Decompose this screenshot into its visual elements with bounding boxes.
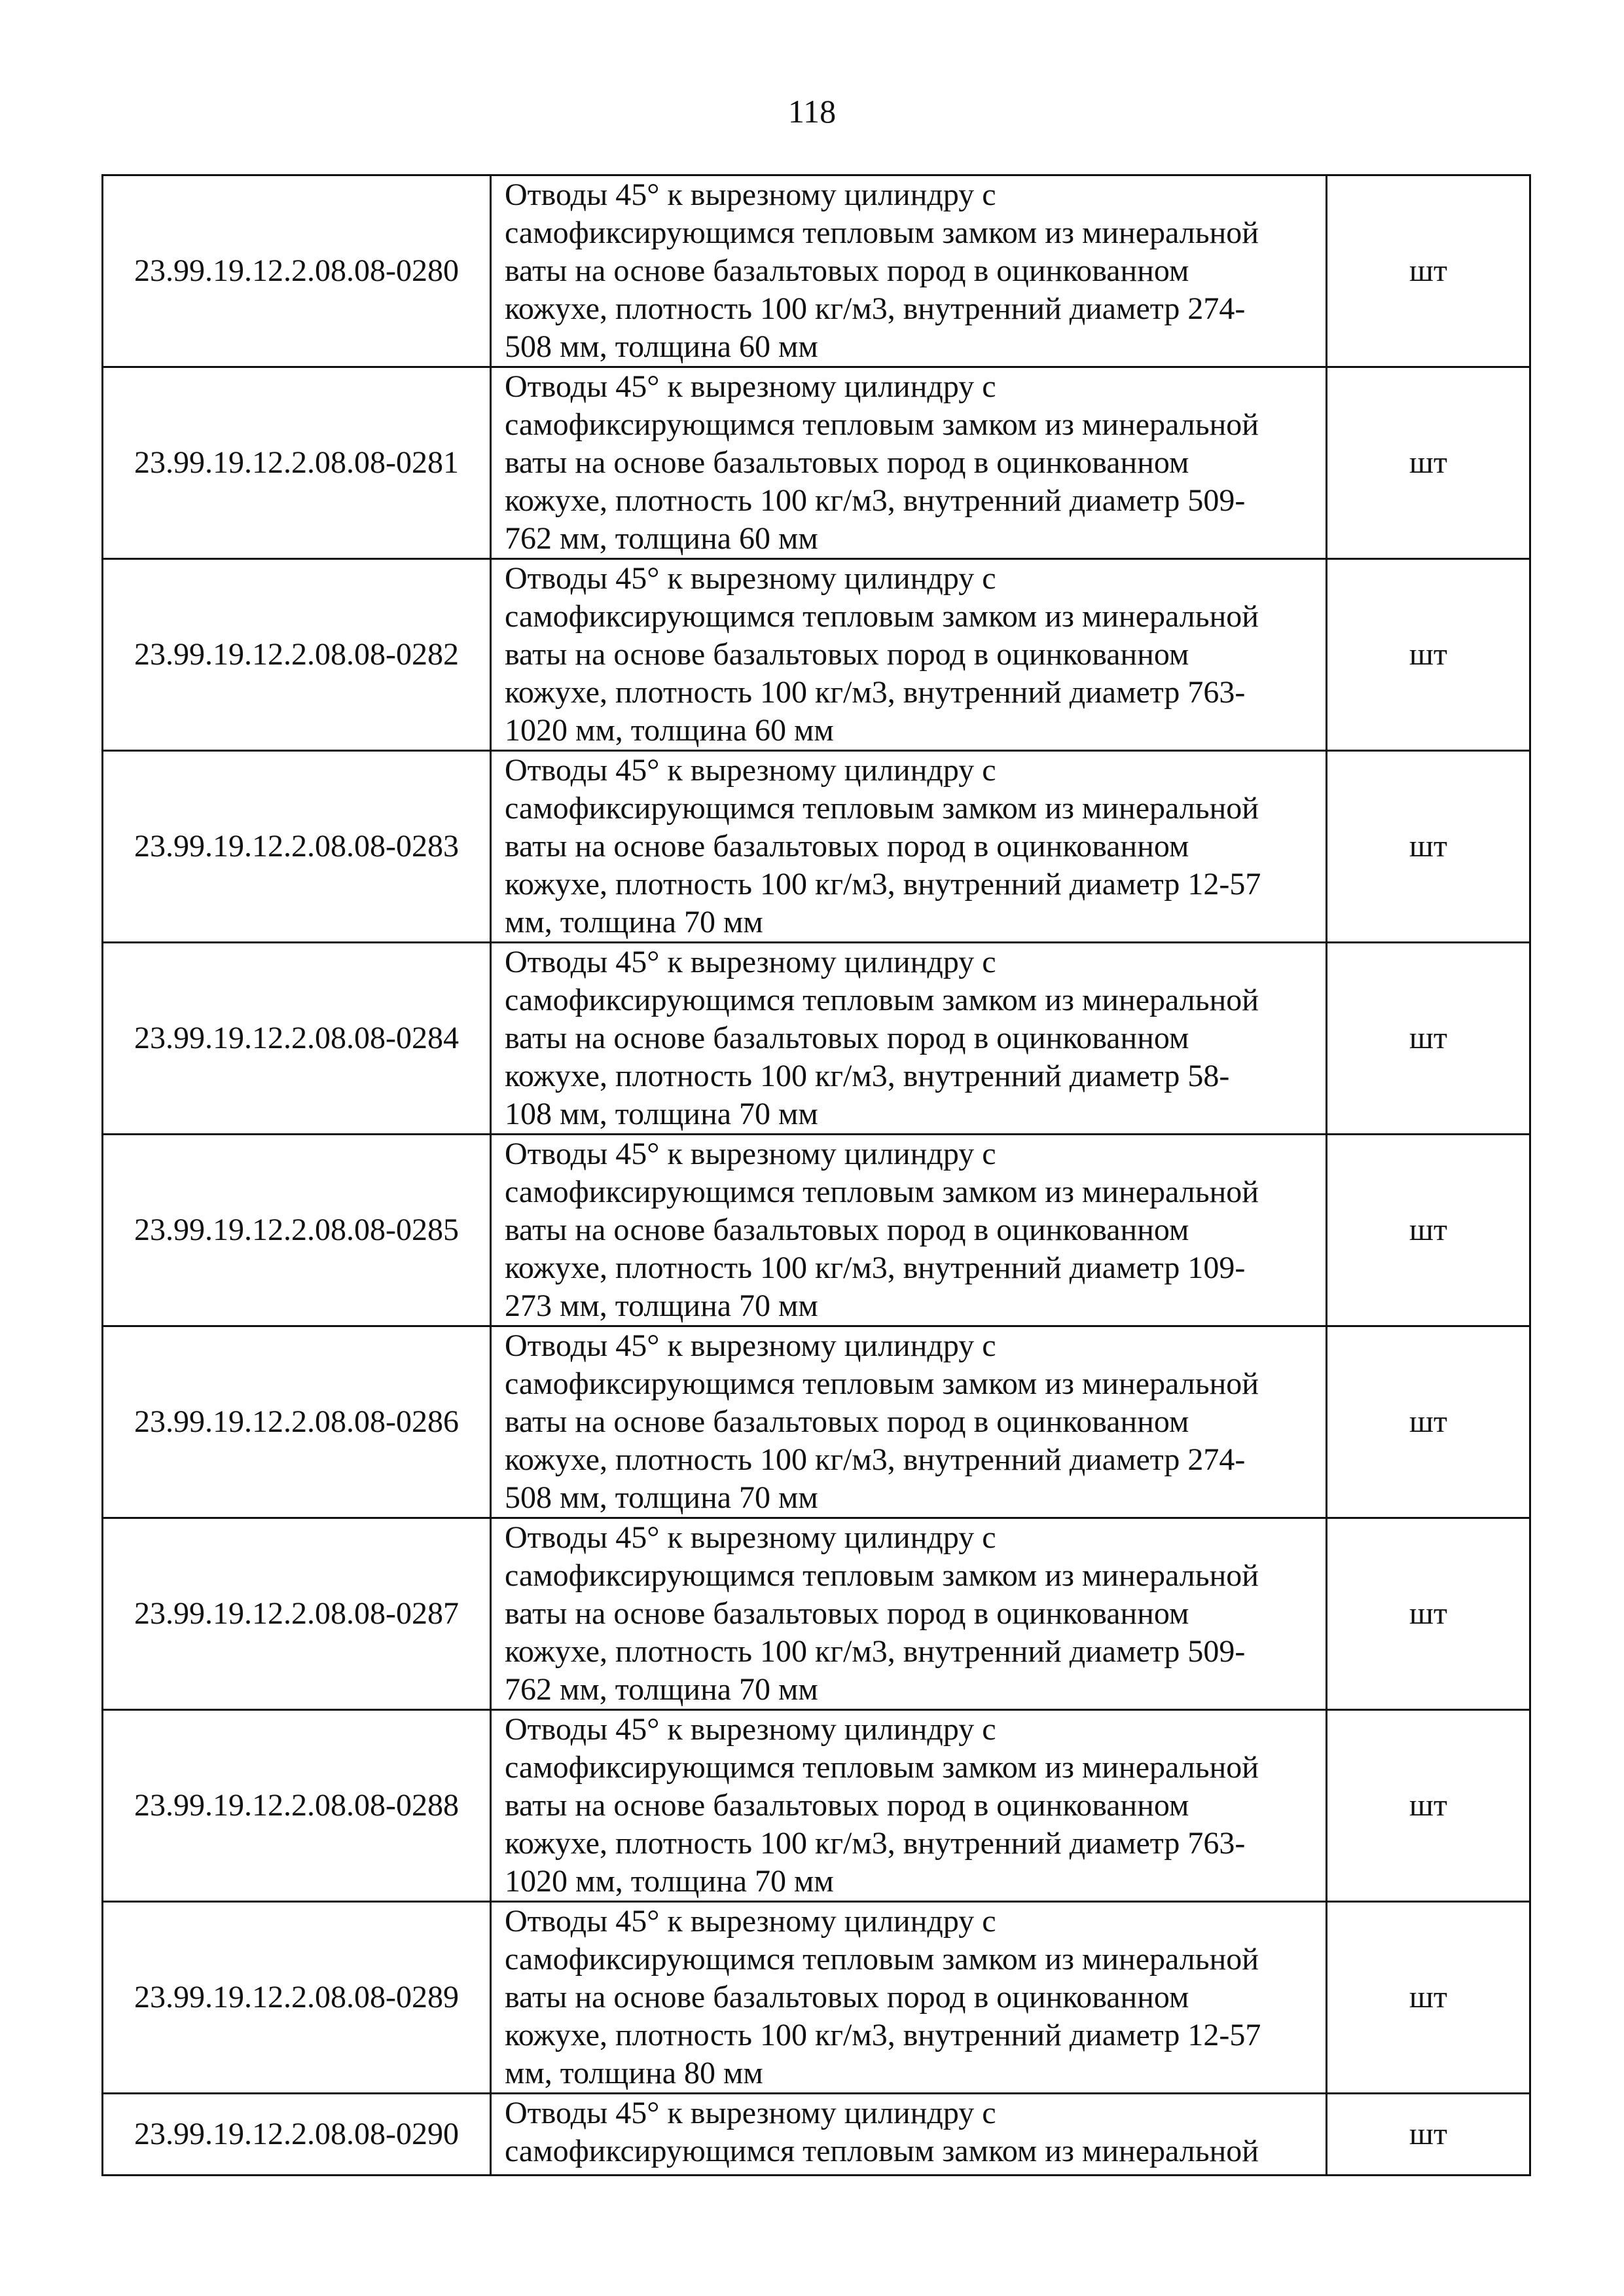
resource-code-cell: 23.99.19.12.2.08.08-0280 xyxy=(103,175,491,367)
resource-code-cell: 23.99.19.12.2.08.08-0287 xyxy=(103,1518,491,1710)
resource-description-cell xyxy=(491,943,1327,1135)
unit-cell: шт xyxy=(1327,1326,1530,1518)
description-line: 508 мм, толщина 60 мм xyxy=(505,329,818,364)
unit-cell: шт xyxy=(1327,559,1530,751)
description-line: 273 мм, толщина 70 мм xyxy=(505,1288,818,1323)
resource-description-cell xyxy=(491,1902,1327,2094)
resource-code-cell: 23.99.19.12.2.08.08-0282 xyxy=(103,559,491,751)
resource-description-cell xyxy=(491,175,1327,367)
resource-code-cell: 23.99.19.12.2.08.08-0290 xyxy=(103,2094,491,2176)
table-row xyxy=(103,943,1530,1135)
description-line: Отводы 45° к вырезному цилиндру с xyxy=(505,2096,996,2130)
description-line: ваты на основе базальтовых пород в оцинкованном xyxy=(505,1596,1189,1631)
description-line: Отводы 45° к вырезному цилиндру с xyxy=(505,1712,996,1747)
description-line: Отводы 45° к вырезному цилиндру с xyxy=(505,1520,996,1555)
description-line: ваты на основе базальтовых пород в оцинкованном xyxy=(505,445,1189,480)
resource-description-cell xyxy=(491,559,1327,751)
description-line: кожухе, плотность 100 кг/м3, внутренний диаметр 763- xyxy=(505,1826,1246,1861)
description-line: самофиксирующимся тепловым замком из минеральной xyxy=(505,1175,1259,1209)
description-line: кожухе, плотность 100 кг/м3, внутренний диаметр 509- xyxy=(505,1634,1246,1669)
table-row xyxy=(103,1326,1530,1518)
description-line: кожухе, плотность 100 кг/м3, внутренний диаметр 109- xyxy=(505,1250,1246,1285)
unit-cell: шт xyxy=(1327,1902,1530,2094)
description-line: ваты на основе базальтовых пород в оцинкованном xyxy=(505,1212,1189,1247)
description-line: Отводы 45° к вырезному цилиндру с xyxy=(505,369,996,404)
resource-description-cell xyxy=(491,2094,1327,2176)
unit-cell: шт xyxy=(1327,1518,1530,1710)
unit-cell: шт xyxy=(1327,943,1530,1135)
description-line: ваты на основе базальтовых пород в оцинкованном xyxy=(505,1404,1189,1439)
resource-description-cell xyxy=(491,1326,1327,1518)
table-row xyxy=(103,1518,1530,1710)
description-line: ваты на основе базальтовых пород в оцинкованном xyxy=(505,637,1189,672)
resource-description-cell xyxy=(491,1710,1327,1902)
unit-cell: шт xyxy=(1327,1135,1530,1326)
table-row xyxy=(103,1902,1530,2094)
resource-table xyxy=(101,174,1531,2176)
resource-description-cell xyxy=(491,1518,1327,1710)
description-line: кожухе, плотность 100 кг/м3, внутренний диаметр 509- xyxy=(505,483,1246,518)
description-line: самофиксирующимся тепловым замком из минеральной xyxy=(505,791,1259,826)
resource-code-cell: 23.99.19.12.2.08.08-0284 xyxy=(103,943,491,1135)
table-row xyxy=(103,367,1530,559)
description-line: самофиксирующимся тепловым замком из минеральной xyxy=(505,1366,1259,1401)
description-line: мм, толщина 80 мм xyxy=(505,2056,763,2090)
description-line: кожухе, плотность 100 кг/м3, внутренний диаметр 12-57 xyxy=(505,2018,1261,2052)
description-line: 1020 мм, толщина 70 мм xyxy=(505,1864,834,1899)
description-line: Отводы 45° к вырезному цилиндру с xyxy=(505,1328,996,1363)
description-line: мм, толщина 70 мм xyxy=(505,905,763,939)
resource-code-cell: 23.99.19.12.2.08.08-0283 xyxy=(103,751,491,943)
description-line: ваты на основе базальтовых пород в оцинкованном xyxy=(505,1788,1189,1823)
description-line: ваты на основе базальтовых пород в оцинкованном xyxy=(505,1980,1189,2014)
unit-cell: шт xyxy=(1327,1710,1530,1902)
description-line: Отводы 45° к вырезному цилиндру с xyxy=(505,753,996,788)
description-line: ваты на основе базальтовых пород в оцинкованном xyxy=(505,253,1189,288)
description-line: самофиксирующимся тепловым замком из минеральной xyxy=(505,1558,1259,1593)
description-line: ваты на основе базальтовых пород в оцинкованном xyxy=(505,1021,1189,1055)
description-line: кожухе, плотность 100 кг/м3, внутренний диаметр 274- xyxy=(505,291,1246,326)
resource-code-cell: 23.99.19.12.2.08.08-0286 xyxy=(103,1326,491,1518)
description-line: самофиксирующимся тепловым замком из минеральной xyxy=(505,407,1259,442)
description-line: 108 мм, толщина 70 мм xyxy=(505,1097,818,1131)
unit-cell: шт xyxy=(1327,2094,1530,2176)
description-line: 508 мм, толщина 70 мм xyxy=(505,1480,818,1515)
table-body xyxy=(103,175,1530,2176)
description-line: ваты на основе базальтовых пород в оцинкованном xyxy=(505,829,1189,864)
description-line: самофиксирующимся тепловым замком из минеральной xyxy=(505,215,1259,250)
page-number: 118 xyxy=(787,93,837,130)
unit-cell: шт xyxy=(1327,367,1530,559)
description-line: Отводы 45° к вырезному цилиндру с xyxy=(505,945,996,979)
description-line: Отводы 45° к вырезному цилиндру с xyxy=(505,1904,996,1939)
description-line: самофиксирующимся тепловым замком из минеральной xyxy=(505,599,1259,634)
resource-code-cell: 23.99.19.12.2.08.08-0281 xyxy=(103,367,491,559)
description-line: самофиксирующимся тепловым замком из минеральной xyxy=(505,983,1259,1017)
resource-code-cell: 23.99.19.12.2.08.08-0289 xyxy=(103,1902,491,2094)
description-line: самофиксирующимся тепловым замком из минеральной xyxy=(505,1750,1259,1785)
table-row xyxy=(103,751,1530,943)
description-line: кожухе, плотность 100 кг/м3, внутренний диаметр 763- xyxy=(505,675,1246,710)
table-row xyxy=(103,2094,1530,2176)
description-line: Отводы 45° к вырезному цилиндру с xyxy=(505,177,996,212)
unit-cell: шт xyxy=(1327,175,1530,367)
description-line: Отводы 45° к вырезному цилиндру с xyxy=(505,561,996,596)
description-line: 762 мм, толщина 60 мм xyxy=(505,521,818,556)
table-row xyxy=(103,175,1530,367)
resource-code-cell: 23.99.19.12.2.08.08-0285 xyxy=(103,1135,491,1326)
description-line: самофиксирующимся тепловым замком из минеральной xyxy=(505,1942,1259,1977)
description-line: 1020 мм, толщина 60 мм xyxy=(505,713,834,748)
table-row xyxy=(103,1135,1530,1326)
resource-description-cell xyxy=(491,1135,1327,1326)
table-row xyxy=(103,1710,1530,1902)
description-line: 762 мм, толщина 70 мм xyxy=(505,1672,818,1707)
description-line: кожухе, плотность 100 кг/м3, внутренний диаметр 58- xyxy=(505,1059,1230,1093)
description-line: кожухе, плотность 100 кг/м3, внутренний диаметр 274- xyxy=(505,1442,1246,1477)
description-line: кожухе, плотность 100 кг/м3, внутренний диаметр 12-57 xyxy=(505,867,1261,902)
unit-cell: шт xyxy=(1327,751,1530,943)
table-row xyxy=(103,559,1530,751)
resource-description-cell xyxy=(491,367,1327,559)
resource-description-cell xyxy=(491,751,1327,943)
resource-code-cell: 23.99.19.12.2.08.08-0288 xyxy=(103,1710,491,1902)
description-line: Отводы 45° к вырезному цилиндру с xyxy=(505,1137,996,1171)
description-line: самофиксирующимся тепловым замком из минеральной xyxy=(505,2134,1259,2168)
